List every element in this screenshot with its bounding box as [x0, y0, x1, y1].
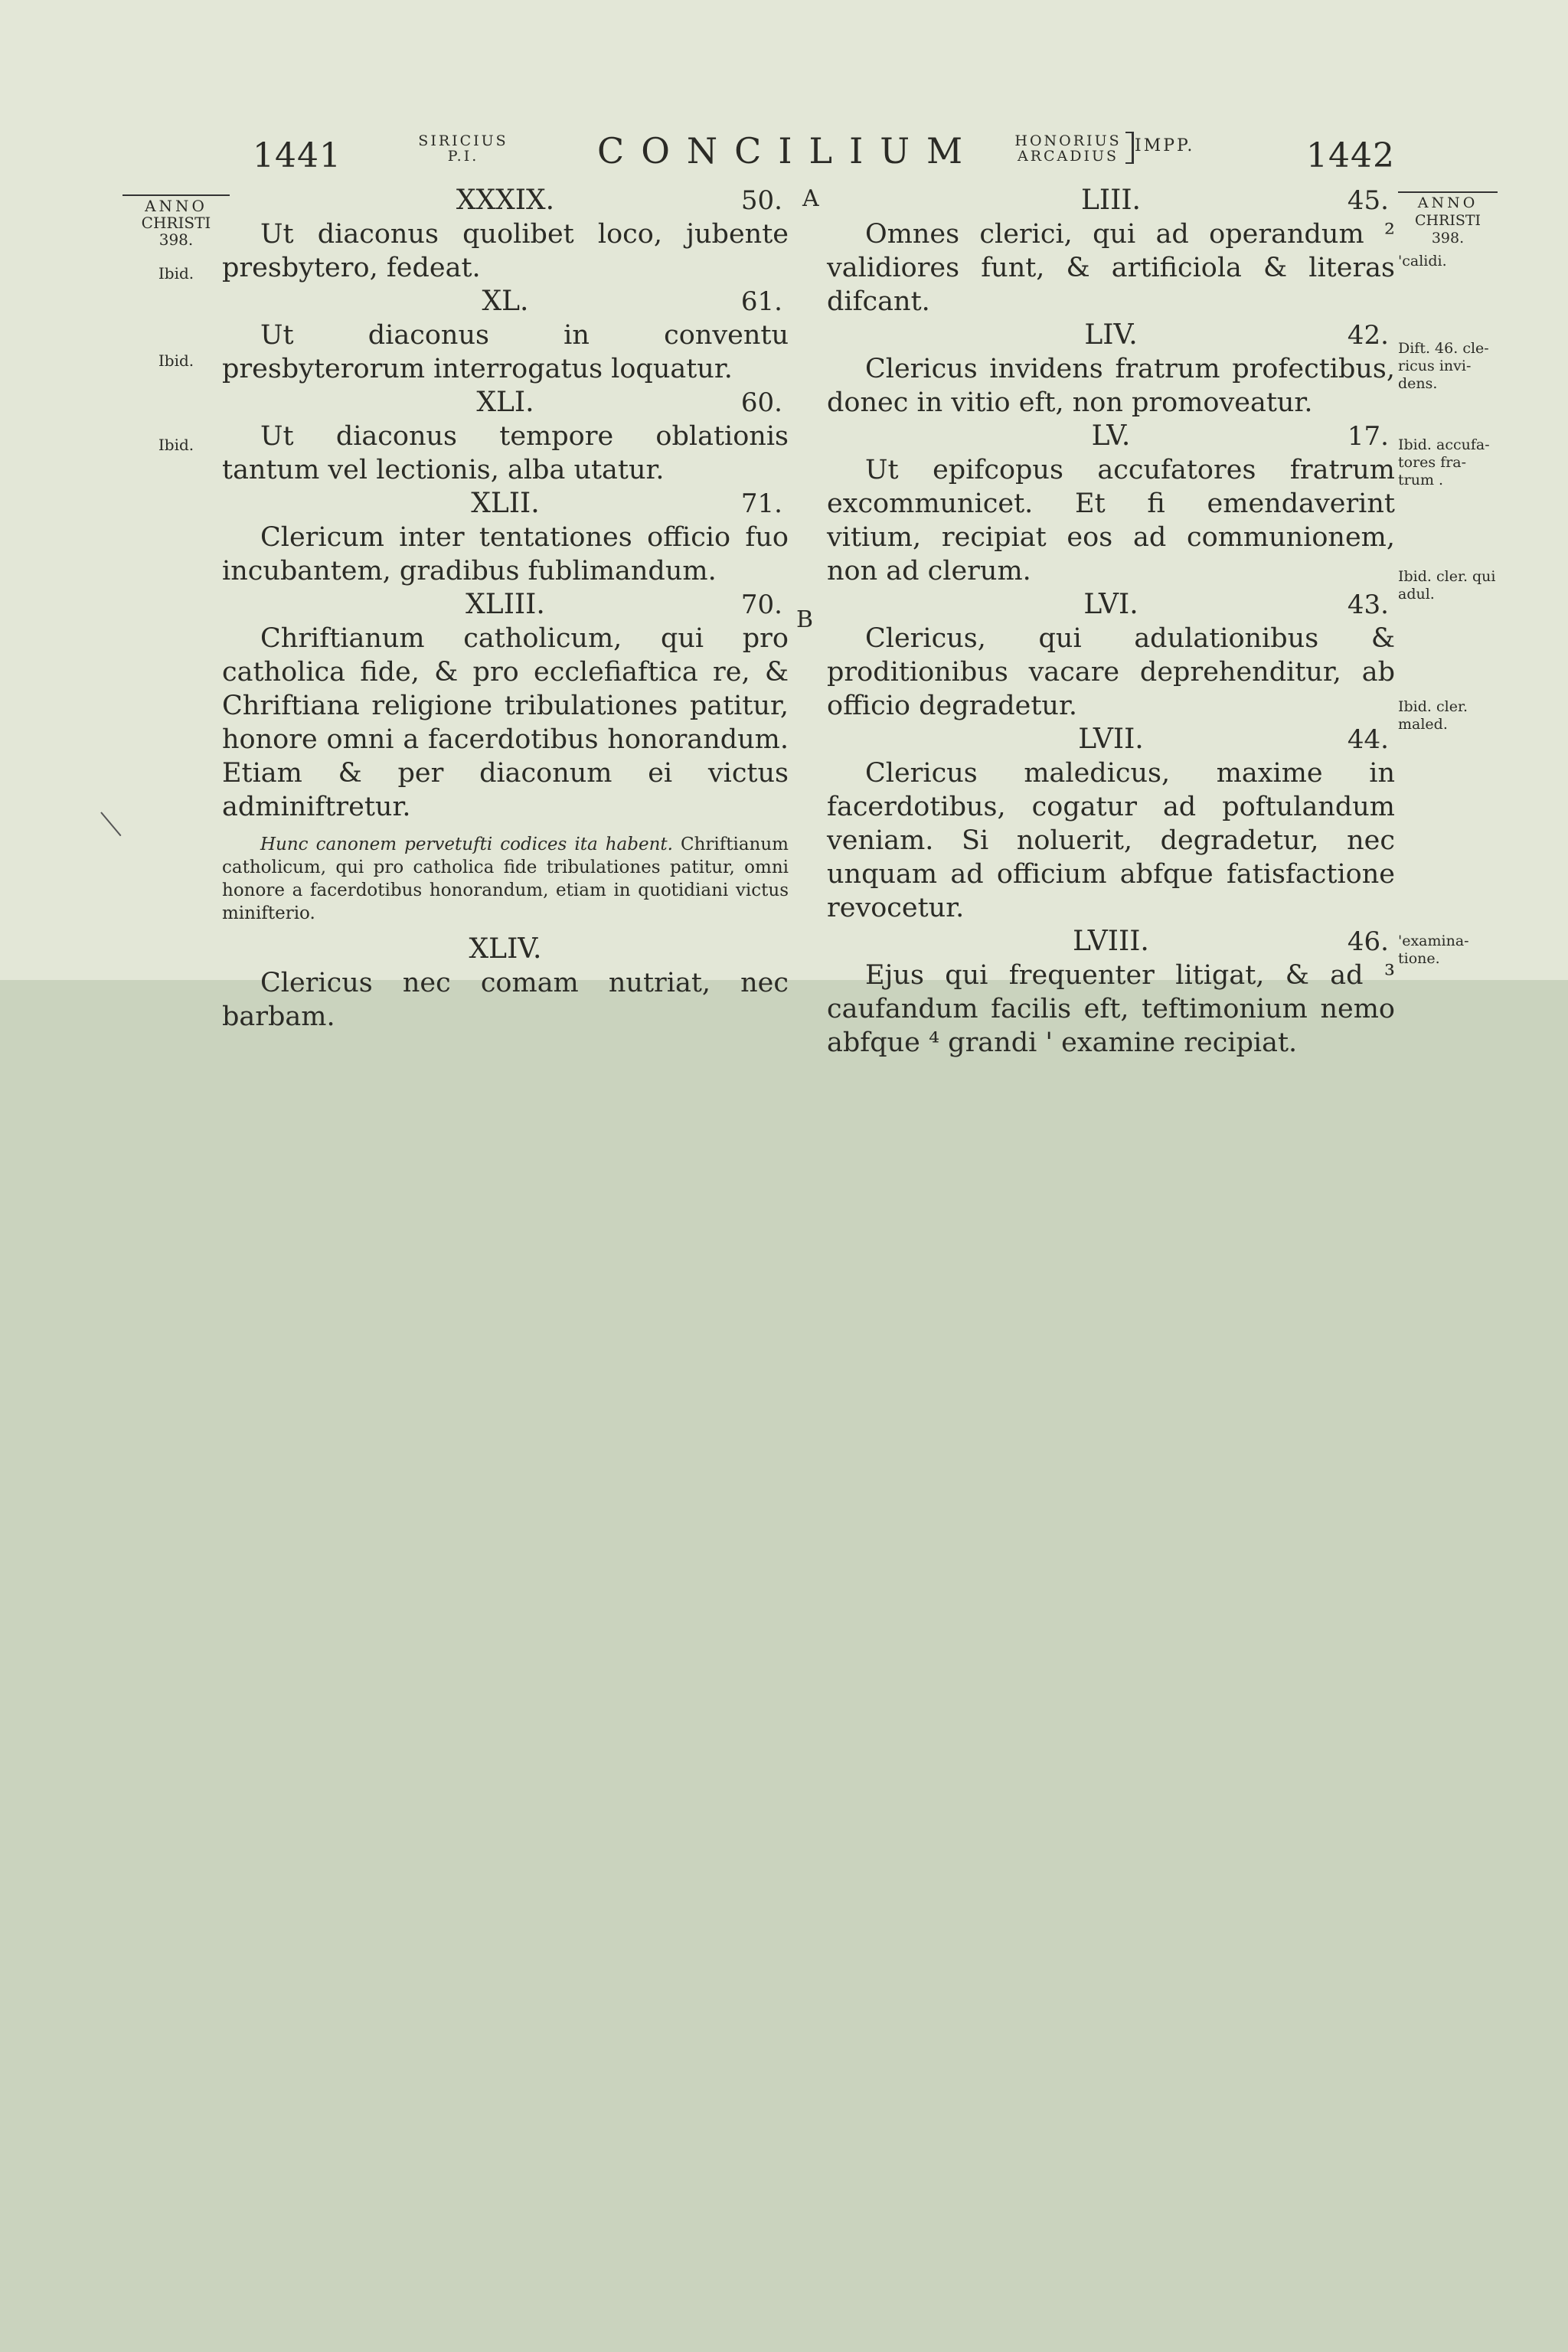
canon-heading — [222, 386, 789, 420]
canon-text: Chriftianum catholicum, qui pro catholica fide, & pro ecclefiaftica re, & Chriftiana religione tribulationes patitur, honore omni a facerdotibus honorandum. Etiam & per diaconum ei victus adminiftretur. — [222, 623, 789, 822]
margin-note-right-4: Ibid. cler. qui adul. — [1398, 568, 1496, 603]
margin-note-left-1: Ibid. — [158, 264, 194, 283]
canon-text: Clericum inter tentationes officio fuo incubantem, gradibus fublimandum. — [222, 522, 789, 586]
page-scan — [0, 0, 1568, 1058]
margin-note-right-3: Ibid. accufa-tores fra-trum . — [1398, 436, 1490, 488]
canon-number: 71. — [740, 488, 782, 519]
header-emperor-1: HONORIUS — [1014, 132, 1122, 149]
margin-anno-word: ANNO — [1398, 191, 1498, 212]
canon-text: Clericus nec comam nutriat, nec barbam. — [222, 968, 789, 1032]
margin-note-left-2: Ibid. — [158, 351, 194, 370]
canon-number: 42. — [1347, 320, 1389, 351]
canon-heading — [827, 925, 1395, 959]
canon-text: Ut diaconus quolibet loco, jubente presbytero, fedeat. — [222, 219, 789, 283]
canon-heading — [827, 723, 1395, 756]
canon-text: Omnes clerici, qui ad operandum ² validiores funt, & artificiola & literas difcant. — [827, 219, 1395, 317]
canon-roman: LVIII. — [1073, 926, 1149, 957]
canon-57 — [827, 723, 1395, 925]
canon-53 — [827, 184, 1395, 318]
right-column — [827, 184, 1395, 1060]
header-impp: IMPP. — [1135, 136, 1195, 155]
canon-text: Clericus, qui adulationibus & proditionibus vacare deprehenditur, ab officio degradetur. — [827, 623, 1395, 721]
section-letter-b: B — [796, 606, 814, 633]
canon-56 — [827, 588, 1395, 723]
canon-text: Clericus invidens fratrum profectibus, donec in vitio eft, non promoveatur. — [827, 354, 1395, 418]
canon-roman: XLII. — [471, 488, 540, 519]
canon-roman: XLIV. — [469, 933, 542, 965]
canon-text: Ut epifcopus accufatores fratrum excommunicet. Et fi emendaverint vitium, recipiat eos ad communionem, non ad clerum. — [827, 455, 1395, 586]
canon-text: Ejus qui frequenter litigat, & ad ³ caufandum facilis eft, teftimonium nemo abfque ⁴ grandi ' examine recipiat. — [827, 960, 1395, 1058]
canon-43 — [222, 588, 789, 824]
header-emperors — [1003, 133, 1133, 164]
editor-note — [222, 833, 789, 925]
canon-roman: XLIII. — [466, 589, 545, 620]
canon-39 — [222, 184, 789, 285]
margin-anno-word: ANNO — [122, 194, 230, 214]
canon-roman: XLI. — [476, 387, 534, 418]
canon-roman: LIII. — [1080, 185, 1141, 216]
canon-heading — [827, 588, 1395, 622]
canon-heading — [827, 184, 1395, 217]
running-header — [0, 129, 1568, 175]
margin-year: 398. — [1431, 230, 1465, 247]
canon-text: Ut diaconus in conventu presbyterorum interrogatus loquatur. — [222, 320, 789, 384]
margin-note-right-5: Ibid. cler. maled. — [1398, 698, 1468, 733]
canon-number: 17. — [1347, 421, 1389, 452]
canon-number: 44. — [1347, 724, 1389, 755]
section-letter-a: A — [802, 185, 819, 212]
canon-58 — [827, 925, 1395, 1060]
canon-number: 60. — [740, 387, 782, 418]
canon-40 — [222, 285, 789, 386]
canon-roman: LVI. — [1083, 589, 1138, 620]
note-lead: Hunc canonem pervetufti codices ita habent. — [260, 835, 673, 854]
header-bracket — [1125, 132, 1134, 164]
margin-christi-word: CHRISTI — [141, 214, 211, 232]
canon-roman: XL. — [482, 286, 529, 317]
page-number-left: 1441 — [253, 136, 341, 175]
canon-44 — [222, 933, 789, 1034]
margin-anno-right — [1398, 191, 1498, 247]
canon-number: 61. — [740, 286, 782, 317]
canon-roman: LVII. — [1078, 724, 1144, 755]
page-number-right: 1442 — [1306, 136, 1395, 175]
canon-heading — [222, 588, 789, 622]
canon-roman: XXXIX. — [456, 185, 555, 216]
canon-number: 45. — [1347, 185, 1389, 216]
canon-41 — [222, 386, 789, 487]
canon-heading — [222, 285, 789, 318]
canon-number: 50. — [740, 185, 782, 216]
margin-stroke-mark — [100, 812, 121, 836]
canon-number: 46. — [1347, 926, 1389, 957]
header-pope-number: P.I. — [447, 148, 479, 165]
canon-heading — [222, 933, 789, 966]
canon-roman: LV. — [1091, 420, 1131, 452]
canon-text: Ut diaconus tempore oblationis tantum vel lectionis, alba utatur. — [222, 421, 789, 485]
canon-heading — [827, 420, 1395, 453]
header-pope-name: SIRICIUS — [418, 132, 508, 149]
canon-42 — [222, 487, 789, 588]
canon-55 — [827, 420, 1395, 588]
canon-roman: LIV. — [1084, 319, 1138, 351]
margin-year: 398. — [158, 230, 194, 249]
canon-heading — [222, 487, 789, 521]
margin-note-right-6: 'examina-tione. — [1398, 933, 1469, 967]
header-pope — [406, 133, 521, 164]
canon-number: 70. — [740, 590, 782, 620]
margin-note-right-1: 'calidi. — [1398, 253, 1447, 270]
left-column — [222, 184, 789, 1034]
canon-text: Clericus maledicus, maxime in facerdotibus, cogatur ad poftulandum veniam. Si noluerit, degradetur, nec unquam ad officium abfque fatisfactione revocetur. — [827, 758, 1395, 923]
margin-christi-word: CHRISTI — [1414, 212, 1481, 229]
canon-number: 43. — [1347, 590, 1389, 620]
canon-heading — [222, 184, 789, 217]
header-emperor-2: ARCADIUS — [1017, 148, 1119, 165]
margin-note-right-2: Dift. 46. cle-ricus invi-dens. — [1398, 340, 1489, 392]
margin-anno-left — [122, 194, 230, 248]
canon-heading — [827, 318, 1395, 352]
canon-54 — [827, 318, 1395, 420]
header-title: CONCILIUM — [597, 130, 980, 172]
note-text: Chriftianum catholicum, qui pro catholica fide tribulationes patitur, omni honore a facerdotibus honorandum, etiam in quotidiani victus minifterio. — [222, 835, 789, 923]
margin-note-left-3: Ibid. — [158, 436, 194, 454]
